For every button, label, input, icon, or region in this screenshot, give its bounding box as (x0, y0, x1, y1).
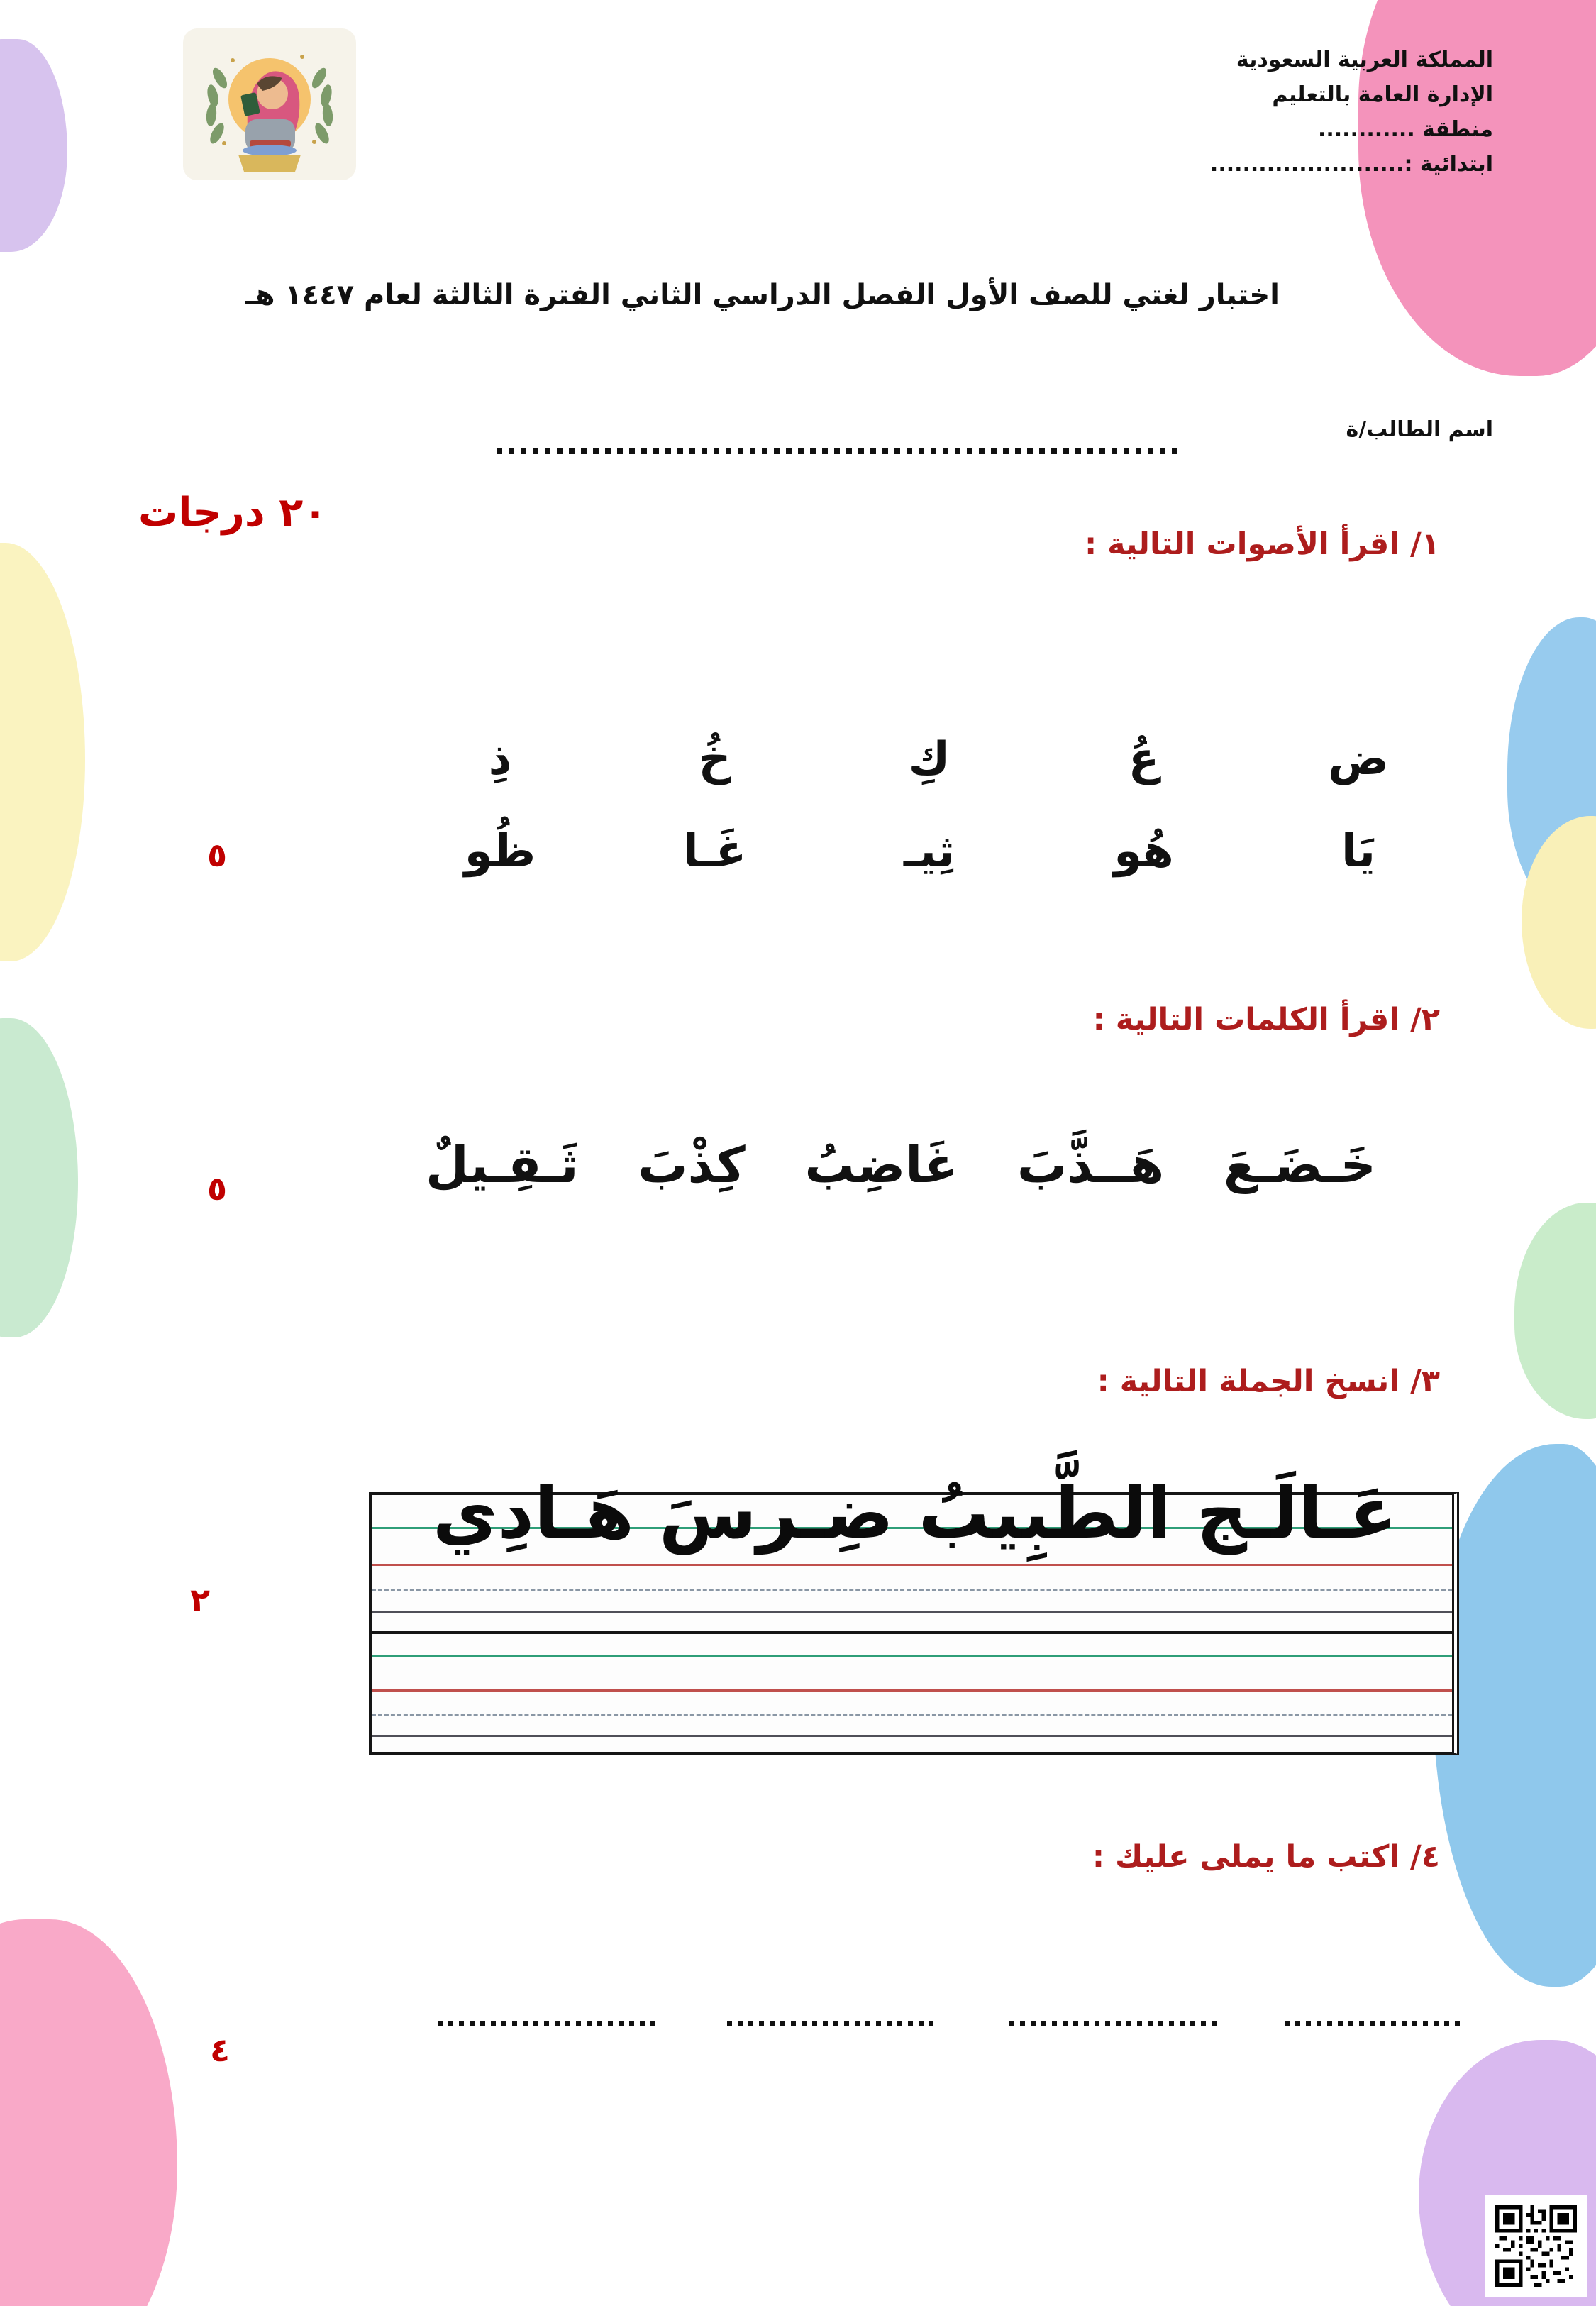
question4-heading: ٤/ اكتب ما يملى عليك : (1092, 1839, 1440, 1875)
dictation-blank (438, 2021, 655, 2026)
question2-heading: ٢/ اقرأ الكلمات التالية : (1092, 1002, 1440, 1037)
header-kingdom-line: المملكة العربية السعودية (1236, 48, 1493, 72)
sound-item: غَـا (682, 825, 747, 878)
exam-title: اختبار لغتي للصف الأول الفصل الدراسي الثاني الفترة الثالثة لعام ١٤٤٧ هـ (245, 279, 1280, 311)
school-logo (183, 28, 356, 180)
header-district-line: منطقة ............ (1317, 117, 1493, 142)
question2-score: ٥ (207, 1169, 228, 1208)
guide-line-red (372, 1689, 1452, 1692)
question1-heading: ١/ اقرأ الأصوات التالية : (1085, 526, 1440, 562)
sound-item: هُو (1114, 825, 1174, 878)
question3-heading: ٣/ انسخ الجملة التالية : (1097, 1364, 1440, 1399)
question1-score: ٥ (207, 836, 228, 874)
header-administration-line: الإدارة العامة بالتعليم (1272, 82, 1493, 107)
guide-line-green (372, 1655, 1452, 1657)
sound-item: ذِ (488, 733, 512, 785)
total-score: ٢٠ درجات (138, 490, 328, 536)
word-item: هَــذَّبَ (1017, 1136, 1165, 1194)
ministry-header (1153, 43, 1493, 182)
student-name-label: اسم الطالب/ة (1346, 417, 1493, 442)
guide-line-gray (372, 1735, 1452, 1737)
decor-blob-green-left (0, 1018, 78, 1337)
sounds-row-1 (447, 717, 1412, 802)
decor-blob-yellow-left (0, 543, 85, 961)
sound-item: ثِيـ (903, 825, 955, 878)
qr-code (1485, 2195, 1587, 2297)
sound-item: ض (1327, 733, 1390, 785)
sound-item: خُ (698, 733, 731, 785)
guide-line-dashed (372, 1589, 1452, 1591)
sound-item: يَا (1341, 825, 1376, 878)
sound-item: عُ (1128, 733, 1160, 785)
copy-sentence: عَـالَـج الطَّبِيبُ ضِـرسَ هَـادِي (432, 1472, 1398, 1555)
guide-line-divider (372, 1631, 1452, 1634)
guide-line-dashed (372, 1714, 1452, 1716)
sound-item: ظُو (464, 825, 536, 878)
question4-score: ٤ (210, 2031, 231, 2069)
word-item: كِذْبَ (638, 1136, 746, 1194)
word-item: خَـضَـعَ (1223, 1136, 1376, 1194)
words-row (426, 1115, 1376, 1215)
sound-item: كِ (908, 733, 951, 785)
dictation-blank (1285, 2021, 1462, 2026)
sounds-row-2 (447, 809, 1412, 894)
guide-line-gray (372, 1611, 1452, 1613)
decor-blob-green-right (1514, 1203, 1596, 1419)
logo-illustration (183, 28, 356, 180)
dictation-blank (1009, 2021, 1219, 2026)
word-item: ثَـقِـيلٌ (426, 1136, 579, 1194)
student-name-line (497, 448, 1177, 454)
question3-score: ٢ (190, 1581, 211, 1619)
word-item: غَاضِبُ (804, 1136, 958, 1194)
dictation-blank (727, 2021, 933, 2026)
decor-blob-pink-bottom-left (0, 1919, 177, 2306)
decor-blob-lavender-top-left (0, 39, 67, 252)
header-school-line: ابتدائية :........................ (1209, 152, 1493, 177)
